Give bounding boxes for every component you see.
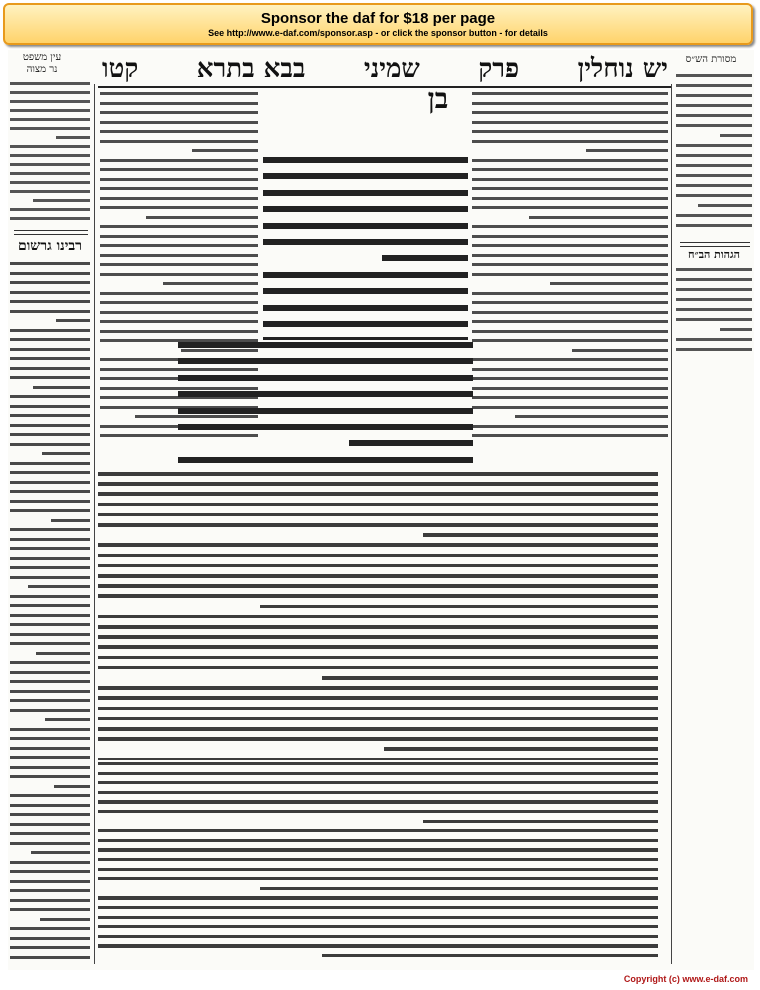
text-line (98, 762, 658, 765)
text-line (676, 224, 752, 227)
text-line (472, 225, 668, 228)
text-line (98, 717, 658, 721)
text-line (98, 810, 658, 813)
hagahot-column (676, 266, 752, 356)
hagahot-heading: הגהות הב״ח (688, 248, 740, 261)
text-line (100, 330, 258, 333)
text-line (10, 737, 90, 740)
text-line (263, 190, 468, 196)
text-line (472, 406, 668, 409)
text-line (472, 292, 668, 295)
text-line (10, 500, 90, 503)
text-line (472, 159, 668, 162)
text-line (10, 946, 90, 949)
text-line (100, 130, 258, 133)
text-line (98, 503, 658, 507)
text-line (676, 114, 752, 117)
text-line (98, 944, 658, 947)
text-line (100, 244, 258, 247)
text-line (40, 918, 90, 921)
text-line (472, 396, 668, 399)
text-line (263, 239, 468, 245)
text-line (263, 305, 468, 311)
text-line (10, 414, 90, 417)
text-line (36, 652, 90, 655)
text-line (676, 308, 752, 311)
text-line (51, 519, 90, 522)
text-line (10, 208, 90, 211)
text-line (100, 225, 258, 228)
text-line (10, 576, 90, 579)
rabbeinu-gershom-column (10, 260, 90, 960)
text-line (10, 172, 90, 175)
text-line (10, 338, 90, 341)
text-line (10, 832, 90, 835)
text-line (98, 839, 658, 842)
text-line (98, 686, 658, 690)
text-line (98, 615, 658, 619)
text-line (676, 288, 752, 291)
text-line (472, 206, 668, 209)
text-line (10, 281, 90, 284)
text-line (529, 216, 668, 219)
text-line (260, 605, 658, 609)
text-line (676, 194, 752, 197)
text-line (586, 149, 668, 152)
text-line (263, 157, 468, 163)
text-line (322, 954, 658, 957)
text-line (10, 842, 90, 845)
text-line (676, 124, 752, 127)
text-line (676, 338, 752, 341)
text-line (698, 204, 752, 207)
text-line (10, 642, 90, 645)
text-line (349, 440, 473, 446)
sponsor-title[interactable]: Sponsor the daf for $18 per page (260, 10, 496, 27)
rabbeinu-gershom-heading: רבינו גרשום (17, 238, 83, 254)
text-line (263, 288, 468, 294)
text-line (10, 661, 90, 664)
text-line (100, 292, 258, 295)
text-line (472, 339, 668, 342)
text-line (178, 424, 473, 430)
text-line (10, 376, 90, 379)
text-line (10, 217, 90, 220)
text-line (10, 100, 90, 103)
text-line (33, 199, 90, 202)
text-line (100, 235, 258, 238)
text-line (472, 235, 668, 238)
text-line (472, 368, 668, 371)
text-line (10, 490, 90, 493)
text-line (178, 342, 473, 348)
text-line (10, 614, 90, 617)
text-line (98, 727, 658, 731)
text-line (10, 927, 90, 930)
text-line (178, 408, 473, 414)
sponsor-subtitle[interactable]: See http://www.e-daf.com/sponsor.asp - or click the sponsor button - for details (208, 28, 548, 38)
text-line (676, 84, 752, 87)
text-line (10, 728, 90, 731)
text-line (100, 206, 258, 209)
text-line (676, 214, 752, 217)
text-line (10, 300, 90, 303)
text-line (472, 178, 668, 181)
text-line (10, 82, 90, 85)
gemara-opening-word: בן (427, 82, 449, 115)
text-line (100, 178, 258, 181)
text-line (263, 321, 468, 327)
text-line (10, 528, 90, 531)
text-line (10, 443, 90, 446)
text-line (10, 671, 90, 674)
text-line (33, 386, 90, 389)
text-line (472, 377, 668, 380)
text-line (98, 625, 658, 629)
text-line (384, 747, 658, 751)
text-line (98, 896, 658, 899)
text-line (10, 405, 90, 408)
text-line (98, 877, 658, 880)
text-line (100, 121, 258, 124)
text-line (10, 291, 90, 294)
text-line (10, 262, 90, 265)
text-line (100, 273, 258, 276)
text-line (100, 168, 258, 171)
text-line (163, 282, 258, 285)
text-line (10, 680, 90, 683)
text-line (550, 282, 668, 285)
text-line (98, 594, 658, 598)
text-line (178, 358, 473, 364)
column-divider (94, 84, 95, 964)
text-line (10, 272, 90, 275)
text-line (10, 109, 90, 112)
text-line (178, 391, 473, 397)
text-line (676, 278, 752, 281)
text-line (263, 173, 468, 179)
folio-number: קטו (102, 54, 139, 84)
text-line (472, 425, 668, 428)
text-line (28, 585, 90, 588)
text-line (100, 102, 258, 105)
text-line (472, 320, 668, 323)
text-line (10, 880, 90, 883)
text-line (10, 604, 90, 607)
ein-mishpat-column (10, 80, 90, 220)
text-line (676, 104, 752, 107)
commentary-bottom (98, 760, 658, 965)
text-line (10, 367, 90, 370)
chapter-name: יש נוחלין (577, 54, 668, 84)
text-line (98, 574, 658, 578)
text-line (10, 462, 90, 465)
text-line (10, 937, 90, 940)
text-line (10, 91, 90, 94)
text-line (10, 861, 90, 864)
text-line (676, 268, 752, 271)
text-line (472, 130, 668, 133)
text-line (10, 538, 90, 541)
text-line (472, 197, 668, 200)
text-line (10, 357, 90, 360)
text-line (100, 254, 258, 257)
text-line (98, 772, 658, 775)
rashi-column-upper (472, 90, 668, 440)
text-line (472, 263, 668, 266)
text-line (263, 206, 468, 212)
text-line (10, 433, 90, 436)
text-line (10, 163, 90, 166)
text-line (100, 187, 258, 190)
text-line (676, 348, 752, 351)
masoret-hashas-column (676, 72, 752, 232)
text-line (10, 709, 90, 712)
text-line (10, 690, 90, 693)
gemara-text-lower (178, 340, 473, 470)
text-line (572, 349, 668, 352)
text-line (515, 415, 668, 418)
text-line (472, 330, 668, 333)
text-line (472, 121, 668, 124)
text-line (98, 523, 658, 527)
text-line (98, 707, 658, 711)
text-line (472, 140, 668, 143)
text-line (178, 375, 473, 381)
text-line (472, 434, 668, 437)
text-line (676, 174, 752, 177)
text-line (98, 868, 658, 871)
text-line (10, 766, 90, 769)
sponsor-banner[interactable] (3, 3, 753, 45)
text-line (98, 791, 658, 794)
text-line (98, 564, 658, 568)
text-line (10, 633, 90, 636)
text-line (100, 159, 258, 162)
text-line (98, 513, 658, 517)
text-line (54, 785, 90, 788)
text-line (10, 889, 90, 892)
text-line (423, 820, 658, 823)
page-header (98, 50, 672, 88)
text-line (10, 566, 90, 569)
talmud-page (8, 50, 754, 970)
text-line (10, 557, 90, 560)
text-line (42, 452, 90, 455)
text-line (472, 301, 668, 304)
text-line (472, 168, 668, 171)
text-line (98, 554, 658, 558)
text-line (472, 311, 668, 314)
commentary-lower (98, 470, 658, 760)
text-line (10, 699, 90, 702)
text-line (98, 829, 658, 832)
text-line (472, 254, 668, 257)
text-line (472, 187, 668, 190)
text-line (263, 223, 468, 229)
text-line (720, 328, 752, 331)
text-line (98, 916, 658, 919)
text-line (10, 310, 90, 313)
masoret-hashas-title: מסורת הש״ס (685, 54, 737, 65)
text-line (10, 181, 90, 184)
text-line (10, 956, 90, 959)
text-line (322, 676, 658, 680)
text-line (10, 509, 90, 512)
text-line (98, 781, 658, 784)
text-line (10, 775, 90, 778)
text-line (676, 74, 752, 77)
text-line (98, 492, 658, 496)
text-line (98, 645, 658, 649)
text-line (10, 145, 90, 148)
text-line (10, 481, 90, 484)
tractate-name: בבא בתרא (196, 54, 306, 84)
text-line (146, 216, 258, 219)
text-line (10, 899, 90, 902)
text-line (382, 255, 468, 261)
text-line (10, 154, 90, 157)
text-line (10, 804, 90, 807)
text-line (10, 424, 90, 427)
text-line (45, 718, 90, 721)
text-line (10, 118, 90, 121)
text-line (100, 111, 258, 114)
text-line (98, 737, 658, 741)
chapter-label: פרק (478, 54, 520, 84)
text-line (98, 858, 658, 861)
text-line (98, 848, 658, 851)
text-line (98, 543, 658, 547)
text-line (676, 144, 752, 147)
text-line (10, 747, 90, 750)
text-line (98, 800, 658, 803)
text-line (10, 756, 90, 759)
text-line (676, 94, 752, 97)
text-line (100, 263, 258, 266)
text-line (10, 823, 90, 826)
text-line (676, 154, 752, 157)
text-line (10, 127, 90, 130)
text-line (98, 635, 658, 639)
text-line (263, 272, 468, 278)
text-line (98, 666, 658, 670)
text-line (98, 906, 658, 909)
text-line (100, 140, 258, 143)
text-line (98, 482, 658, 486)
text-line (100, 320, 258, 323)
text-line (98, 696, 658, 700)
ein-mishpat-title: עין משפט נר מצוה (22, 52, 62, 75)
text-line (676, 164, 752, 167)
text-line (10, 329, 90, 332)
ornament-divider (14, 230, 88, 235)
text-line (98, 472, 658, 476)
text-line (720, 134, 752, 137)
text-line (472, 358, 668, 361)
text-line (676, 298, 752, 301)
text-line (10, 595, 90, 598)
text-line (100, 197, 258, 200)
text-line (10, 908, 90, 911)
text-line (472, 92, 668, 95)
text-line (472, 387, 668, 390)
text-line (472, 273, 668, 276)
text-line (10, 813, 90, 816)
text-line (100, 311, 258, 314)
text-line (10, 870, 90, 873)
text-line (98, 935, 658, 938)
text-line (423, 533, 658, 537)
text-line (10, 395, 90, 398)
text-line (10, 547, 90, 550)
text-line (100, 301, 258, 304)
text-line (192, 149, 258, 152)
gemara-text-upper (263, 155, 468, 340)
text-line (472, 111, 668, 114)
text-line (260, 887, 658, 890)
text-line (10, 471, 90, 474)
text-line (10, 348, 90, 351)
text-line (10, 794, 90, 797)
text-line (676, 318, 752, 321)
text-line (31, 851, 90, 854)
text-line (676, 184, 752, 187)
ornament-divider (680, 242, 750, 247)
chapter-number: שמיני (363, 54, 420, 84)
column-divider (671, 84, 672, 964)
text-line (98, 584, 658, 588)
text-line (56, 319, 90, 322)
text-line (178, 457, 473, 463)
text-line (98, 656, 658, 660)
text-line (10, 623, 90, 626)
text-line (56, 136, 90, 139)
text-line (10, 190, 90, 193)
text-line (100, 92, 258, 95)
text-line (98, 925, 658, 928)
copyright-notice[interactable]: Copyright (c) www.e-daf.com (623, 974, 748, 984)
text-line (472, 102, 668, 105)
text-line (472, 244, 668, 247)
